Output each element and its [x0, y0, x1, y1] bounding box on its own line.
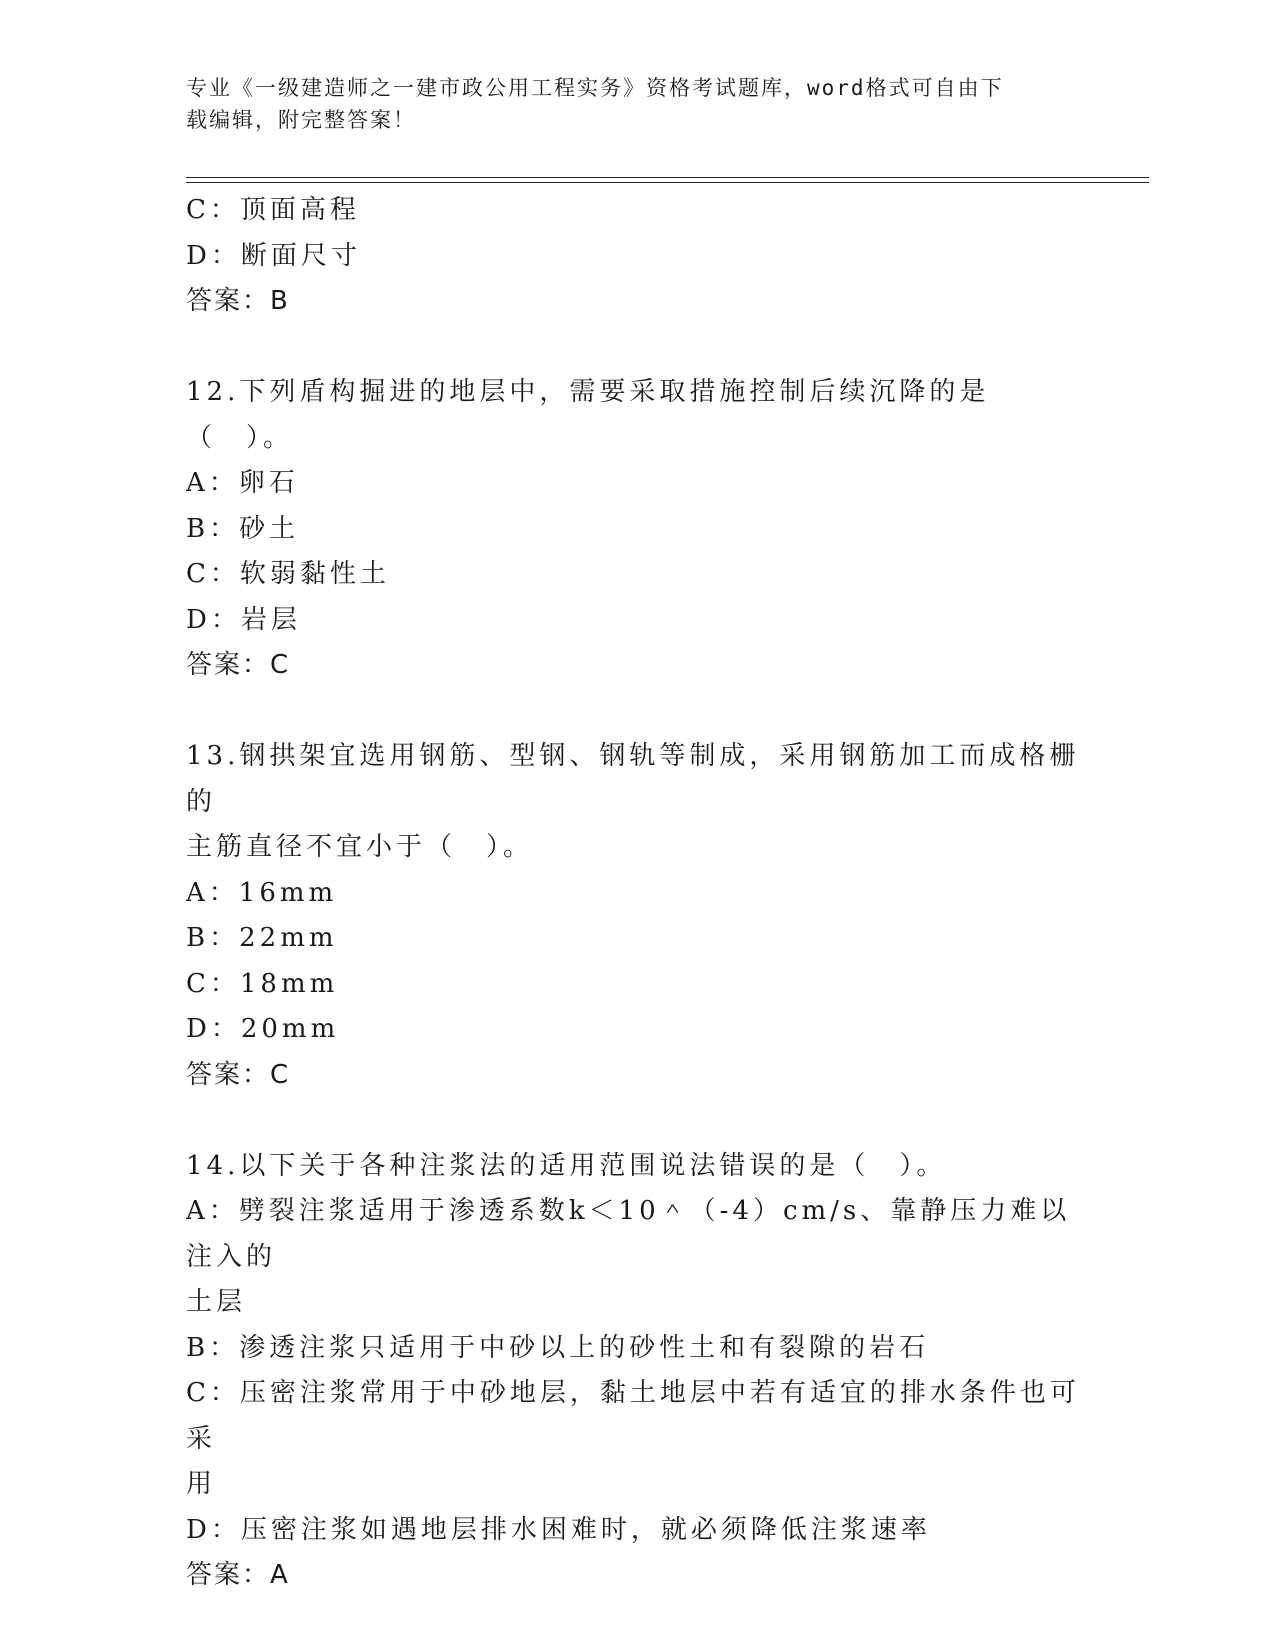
option-c: C：顶面高程: [186, 195, 360, 225]
answer: 答案：C: [186, 650, 291, 680]
answer: 答案：A: [186, 1560, 290, 1590]
question-stem: 14.以下关于各种注浆法的适用范围说法错误的是（ ）。: [186, 1150, 947, 1181]
option-b: B：砂土: [186, 513, 300, 544]
answer: 答案：C: [186, 1059, 291, 1090]
question-12: [186, 370, 1086, 689]
option-a-line-1: A：劈裂注浆适用于渗透系数k＜10＾（-4）cm/s、靠静压力难以注入的: [186, 1196, 1071, 1272]
option-c-line-2: 用: [186, 1469, 217, 1499]
document-header: [186, 72, 1066, 136]
option-c: C：18mm: [186, 968, 339, 999]
spacer: [186, 689, 1086, 735]
option-a-line-2: 土层: [186, 1287, 247, 1317]
option-b: B：22mm: [186, 923, 338, 953]
answer: 答案：B: [186, 286, 290, 316]
option-a: A：16mm: [186, 877, 338, 908]
header-divider-bottom: [186, 182, 1149, 183]
header-line-1: 专业《一级建造师之一建市政公用工程实务》资格考试题库，word格式可自由下: [186, 76, 1004, 100]
option-a: A：卵石: [186, 468, 299, 498]
spacer: [186, 1098, 1086, 1144]
header-divider-top: [186, 177, 1149, 178]
option-b: B：渗透注浆只适用于中砂以上的砂性土和有裂隙的岩石: [186, 1332, 930, 1363]
option-c: C：软弱黏性土: [186, 559, 390, 589]
question-stem-line-2: 主筋直径不宜小于（ ）。: [186, 832, 534, 862]
option-d: D：20mm: [186, 1014, 340, 1044]
question-14: [186, 1144, 1086, 1599]
option-d: D：岩层: [186, 604, 301, 635]
option-c-line-1: C：压密注浆常用于中砂地层，黏土地层中若有适宜的排水条件也可采: [186, 1378, 1080, 1454]
question-content: [186, 188, 1086, 1599]
question-stem-line-1: 13.钢拱架宜选用钢筋、型钢、钢轨等制成，采用钢筋加工而成格栅的: [186, 741, 1080, 817]
option-d: D：断面尺寸: [186, 240, 361, 271]
header-line-2: 载编辑，附完整答案！: [186, 108, 416, 132]
question-11-tail: [186, 188, 1086, 325]
option-d: D：压密注浆如遇地层排水困难时，就必须降低注浆速率: [186, 1514, 931, 1545]
spacer: [186, 325, 1086, 371]
question-13: [186, 734, 1086, 1098]
question-stem: 12.下列盾构掘进的地层中，需要采取措施控制后续沉降的是（ ）。: [186, 377, 990, 453]
